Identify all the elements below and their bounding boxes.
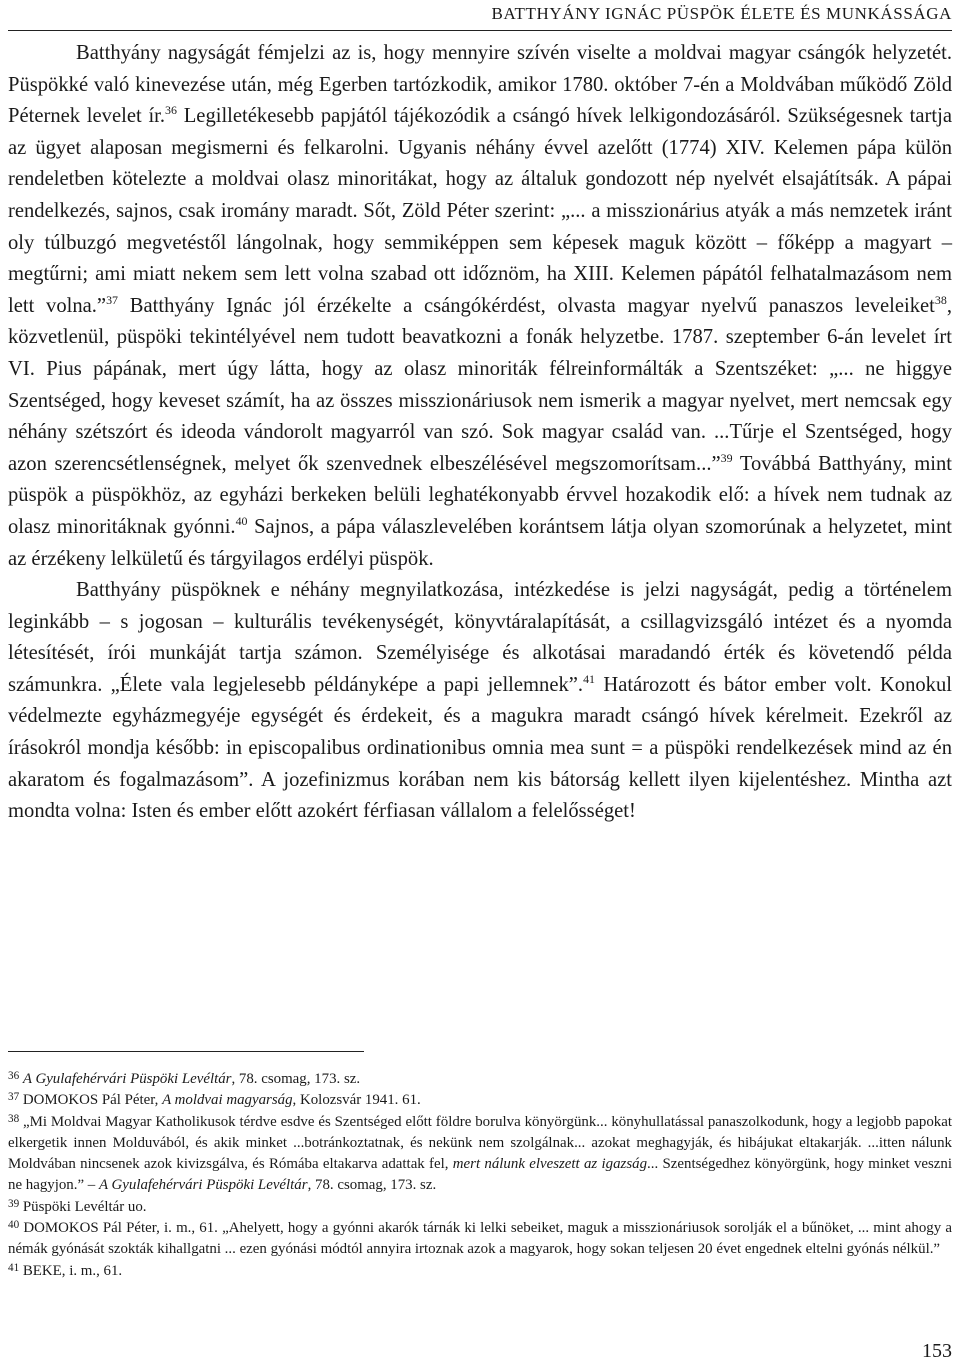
text-run: Sajnos, a pápa válaszlevelében korántsem látja olyan szomorúnak a helyzetet, mint az érzékeny lelkületű és tárgyilagos erdélyi püspök. (8, 515, 952, 570)
text-run: Továbbá Batthyány, mint püspök a püspökhöz, az egyházi berkeken belüli leghatékonyabb érvvel hozakodik elő: a hívek nem tudnak az olasz minoritáknak gyónni. (8, 452, 952, 538)
footnote (8, 1261, 952, 1282)
text-run: Legilletékesebb papjától tájékozódik a csángó hívek lelkigondozásáról. Szükségesnek tartja az ügyet alaposan megismerni és felkarolni. Ugyanis néhány évvel azelőtt (1774) XIV. Kelemen pápa külön rendeletben kötelezte a moldvai olasz minoritákat, hogy az általuk gondozott nép nyelvét elsajátítsák. A pápai rendelkezés, sajnos, csak iromány maradt. Sőt, Zöld Péter szerint: „... a misszionárius atyák a más nemzetek iránt oly túlbuzgó megvetéstől lángolnak, hogy semmiképpen sem képesek maguk között – főképp a magyart – megtűrni; ami miatt nekem sem lett volna szabad ott időznöm, ha XIII. Kelemen pápától felhatalmazásom nem lett volna.” (8, 105, 952, 317)
running-header: BATTHYÁNY IGNÁC PÜSPÖK ÉLETE ÉS MUNKÁSSÁGA (491, 4, 952, 23)
text-run: A Gyulafehérvári Püspöki Levéltár (22, 1071, 232, 1087)
footnote-ref: 38 (934, 292, 947, 307)
text-run: DOMOKOS Pál Péter, i. m., 61. „Ahelyett, hogy a gyónni akarók tárnák ki lelki sebeiket, maguk a misszionáriusok sorolják el a bűnöket, ... mint ahogy a némák gyónását szokták kihallgatni ... ezen gyónási módtól annyira irtoznak azok a magyarok, hogy sokan teljesen 20 évet engednek eltelni gyónás nélkül.” (8, 1220, 952, 1258)
footnotes (8, 1069, 952, 1282)
text-run: Püspöki Levéltár uo. (19, 1198, 147, 1215)
body-paragraph (8, 38, 952, 575)
footnote-separator (8, 1051, 364, 1052)
text-run: Batthyány Ignác jól érzékelte a csángókérdést, olvasta magyar nyelvű panaszos leveleiket (118, 294, 935, 317)
footnote-ref: 37 (8, 1091, 20, 1104)
text-run: , 78. csomag, 173. sz. (231, 1071, 361, 1087)
document-page (8, 0, 952, 1361)
footnote (8, 1090, 952, 1111)
footnote-ref: 37 (106, 292, 119, 307)
footnote-ref: 41 (8, 1261, 20, 1274)
text-run: „Mi Moldvai Magyar Katholikusok térdve esdve és Szentséged előtt földre borulva könyörgünk... könyhullatással panaszolkodunk, hogy a legjobb papokat elkergetik innen Molduvából, és akik minket ...botránkoztatnak, és nekünk nem szolgálnak... azokat meghagyják, és hibájukat eltakarják. ...itten nálunk Moldvában nincsenek azok kivizsgálva, és Rómába eltakarva adattak fel, (8, 1113, 952, 1173)
footnote-ref: 39 (8, 1197, 20, 1210)
body-paragraph (8, 575, 952, 828)
text-run: , Kolozsvár 1941. 61. (292, 1092, 421, 1109)
footnote-ref: 36 (8, 1070, 20, 1082)
text-run: DOMOKOS Pál Péter, (19, 1092, 163, 1109)
footnote (8, 1069, 952, 1090)
page-number: 153 (922, 1340, 952, 1362)
text-run: Batthyány nagyságát fémjelzi az is, hogy mennyire szívén viselte a moldvai magyar csángók helyzetét. Püspökké való kinevezése után, még Egerben tartózkodik, amikor 1780. október 7-én a Moldvában működő Zöld Péternek levelet ír. (8, 42, 952, 128)
text-run: , 78. csomag, 173. sz. (307, 1177, 437, 1194)
text-run: , közvetlenül, püspöki tekintélyével nem tudott beavatkozni a fonák helyzetbe. 1787. szeptember 6-án levelet írt VI. Pius pápának, mert úgy látta, hogy az olasz minoriták félreinformálták a Szentszéket: „... ne higgye Szentséged, hogy keveset számít, ha az összes misszionáriusok nem ismerik a magyar nyelvet, mert nemcsak egy néhány szétszórt és ideoda vándorolt magyarról van szó. Sok magyar család van. ...Tűrje el Szentséged, hogy azon szerencsétlenségnek, melyet ők szenvednek elbeszélésével megszomorítsam...” (8, 294, 952, 475)
body-text (8, 38, 952, 828)
text-run: Batthyány püspöknek e néhány megnyilatkozása, intézkedése is jelzi nagyságát, pedig a történelem leginkább – s jogosan – kulturális tevékenységét, könyvtáralapítását, a csillagvizsgáló intézet és a nyomda létesítését, írói munkáját tartja számon. Személyisége és alkotásai maradandó érték és követendő példa számunkra. „Élete vala legjelesebb példányképe a papi jellemnek”. (8, 579, 952, 696)
header-rule (8, 30, 952, 31)
footnote-ref: 40 (8, 1219, 20, 1232)
footnote-ref: 39 (720, 450, 733, 465)
footnote-ref: 36 (165, 103, 177, 118)
text-run: Határozott és bátor ember volt. Konokul védelmezte egyházmegyéje egységét és érdekeit, és a magukra maradt csángó hívek kérelmeit. Ezekről az írásokról mondja később: in episcopalibus ordinationibus omnia mea sunt = a püspöki rendelkezések mind az én akaratom és fogalmazásom”. A jozefinizmus korában nem kis bátorság kellett ilyen kijelentéshez. Mintha azt mondta volna: Isten és ember előtt azokért férfiasan vállalom a felelősséget! (8, 673, 952, 823)
text-run: BEKE, i. m., 61. (19, 1262, 123, 1279)
footnote (8, 1112, 952, 1197)
footnote-ref: 38 (8, 1112, 20, 1125)
text-run: ... Szentségedhez könyörgünk, hogy minket veszni ne hagyjon.” – (8, 1156, 953, 1194)
footnote-ref: 41 (583, 672, 596, 687)
footnote-ref: 40 (235, 514, 248, 529)
text-run: mert nálunk elveszett az igazság (452, 1156, 648, 1173)
text-run: A moldvai magyarság (162, 1092, 293, 1109)
text-run: A Gyulafehérvári Püspöki Levéltár (98, 1177, 308, 1194)
footnote (8, 1197, 952, 1218)
footnote (8, 1218, 952, 1261)
